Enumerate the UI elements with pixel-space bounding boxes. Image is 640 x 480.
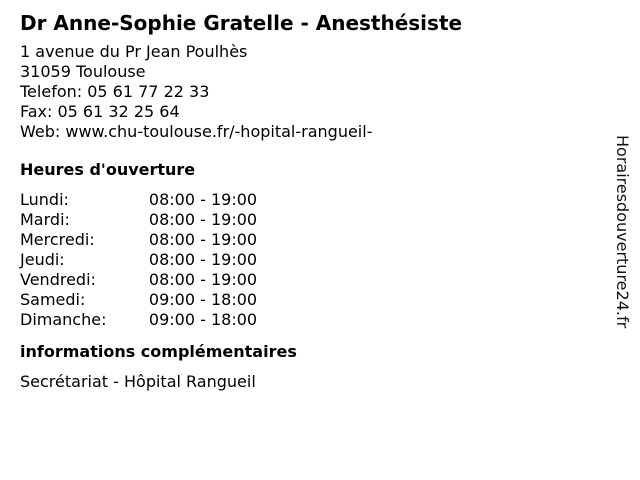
time-range: 08:00 - 19:00: [148, 270, 258, 289]
page-title: Dr Anne-Sophie Gratelle - Anesthésiste: [20, 11, 463, 35]
site-watermark: Horairesdouverture24.fr: [613, 135, 632, 329]
time-range: 08:00 - 19:00: [148, 250, 258, 269]
doctor-card: [20, 10, 600, 392]
additional-info-heading: informations complémentaires: [20, 342, 297, 361]
address-line-2: 31059 Toulouse: [20, 62, 146, 81]
fax-number: Fax: 05 61 32 25 64: [20, 102, 180, 121]
opening-hours-heading: Heures d'ouverture: [20, 160, 196, 179]
hours-row-lundi: [20, 190, 600, 210]
day-label: Mercredi:: [20, 230, 95, 249]
website-text: Web: www.chu-toulouse.fr/-hopital-rangueil-: [20, 122, 373, 141]
contact-details: [20, 42, 600, 142]
day-label: Dimanche:: [20, 310, 107, 329]
hours-row-mercredi: [20, 230, 600, 250]
opening-hours-table: [20, 190, 600, 330]
time-range: 08:00 - 19:00: [148, 230, 258, 249]
time-range: 09:00 - 18:00: [148, 290, 258, 309]
phone-number: Telefon: 05 61 77 22 33: [20, 82, 210, 101]
hours-row-jeudi: [20, 250, 600, 270]
day-label: Mardi:: [20, 210, 70, 229]
day-label: Samedi:: [20, 290, 86, 309]
hours-row-vendredi: [20, 270, 600, 290]
time-range: 08:00 - 19:00: [148, 210, 258, 229]
address-line-1: 1 avenue du Pr Jean Poulhès: [20, 42, 248, 61]
hours-row-dimanche: [20, 310, 600, 330]
time-range: 08:00 - 19:00: [148, 190, 258, 209]
day-label: Vendredi:: [20, 270, 96, 289]
day-label: Lundi:: [20, 190, 69, 209]
hours-row-mardi: [20, 210, 600, 230]
day-label: Jeudi:: [20, 250, 65, 269]
secretariat-info: Secrétariat - Hôpital Rangueil: [20, 372, 256, 391]
time-range: 09:00 - 18:00: [148, 310, 258, 329]
hours-row-samedi: [20, 290, 600, 310]
